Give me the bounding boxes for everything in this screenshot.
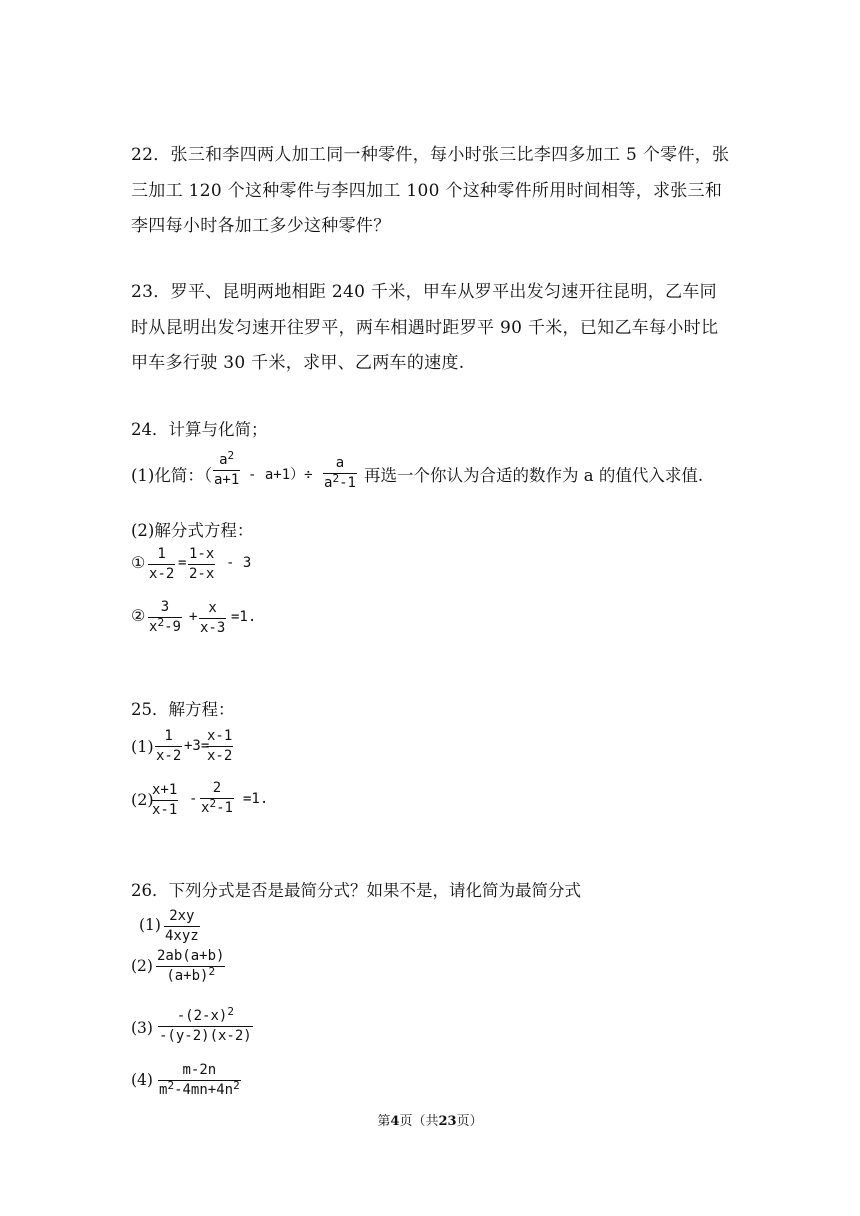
- circle-2-mark: ②: [131, 606, 146, 625]
- fraction-a2-over-a1: $\frac{a^2}{a+1}$: [214, 449, 240, 488]
- question-22-text: 22．张三和李四两人加工同一种零件，每小时张三比李四多加工 5 个零件，张三加工 120 个这种零件与李四加工 100 个这种零件所用时间相等，求张三和李四每小时各加工多少这种零件？: [131, 145, 730, 236]
- fraction-m2n-over-quadratic: $\frac{m-2n}{m^2-4mn+4n^2}$: [159, 1062, 240, 1098]
- fraction-2xy-over-4xyz: 2xy 4xyz: [165, 908, 199, 944]
- question-23-text: 23．罗平、昆明两地相距 240 千米，甲车从罗平出发匀速开往昆明，乙车同时从昆明出发匀速开往罗平，两车相遇时距罗平 90 千米，已知乙车每小时比甲车多行驶 30 千米，求甲、乙两车的速度.: [131, 282, 719, 373]
- fraction-x1-over-x2: $\frac{x-1}{x-2}$: [207, 728, 233, 764]
- total-page-count: 23: [438, 1114, 457, 1129]
- question-22: [131, 138, 731, 245]
- fraction-2-over-x21: $\frac{2}{x^2-1}$: [201, 780, 233, 816]
- part1-prefix: (1)化简：（: [131, 466, 213, 485]
- part1-suffix: 再选一个你认为合适的数作为 a 的值代入求值.: [364, 466, 704, 485]
- page-footer: 第4页（共23页）: [377, 1114, 483, 1129]
- question-25-title: 25．解方程：: [131, 700, 235, 719]
- fraction-1x-over-2x: $\frac{1-x}{2-x}$: [189, 546, 215, 582]
- question-24-title: 24．计算与化简；: [131, 420, 268, 439]
- question-23: [131, 275, 731, 382]
- fraction-2abab-over-ab2: $\frac{2ab(a+b)}{(a+b)^2}$: [157, 948, 225, 984]
- fraction-1-over-x2: $\frac{1}{x-2}$: [149, 546, 175, 582]
- fraction-2x2-over-y2x2: $\frac{-(2-x)^2}{-(y-2)(x-2)}$: [159, 1005, 252, 1044]
- fraction-x1-over-x1: $\frac{x+1}{x-1}$: [152, 782, 178, 818]
- part1-middle: - a+1）÷: [248, 467, 313, 483]
- fraction-1-over-x2: $\frac{1}{x-2}$: [156, 728, 182, 764]
- fraction-a-over-a2m1: $\frac{a}{a^2-1}$: [324, 455, 356, 491]
- current-page-number: 4: [390, 1114, 400, 1129]
- question-26-title: 26．下列分式是否是最简分式？如果不是，请化简为最简分式: [131, 881, 581, 900]
- fraction-x-over-x3: $\frac{x}{x-3}$: [200, 600, 226, 636]
- circle-1-mark: ①: [131, 553, 146, 572]
- part2-title: (2)解分式方程：: [131, 521, 254, 540]
- fraction-3-over-x29: $\frac{3}{x^2-9}$: [149, 599, 181, 635]
